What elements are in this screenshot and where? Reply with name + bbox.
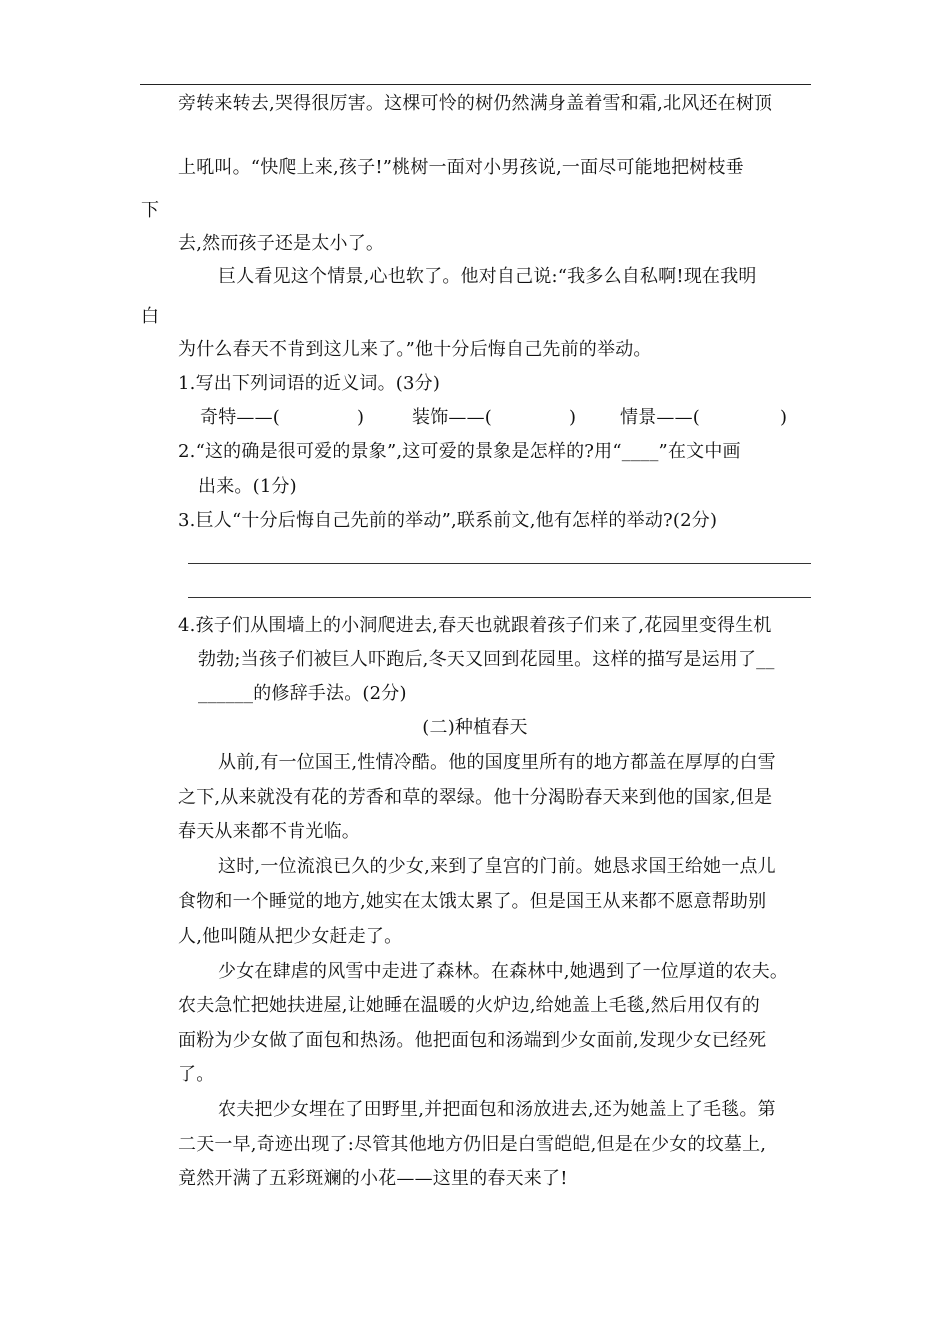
q1-close-3: ) [780,407,788,428]
passage-line: 白 [141,306,160,327]
passage-line: 食物和一个睡觉的地方,她实在太饿太累了。但是国王从来都不愿意帮助别 [178,891,767,912]
question-2-line: 2.“这的确是很可爱的景象”,这可爱的景象是怎样的?用“____”在文中画 [178,441,741,462]
passage-line: 去,然而孩子还是太小了。 [178,233,385,254]
q1-word-2: 装饰——( [412,407,493,428]
passage-line: 从前,有一位国王,性情冷酷。他的国度里所有的地方都盖在厚厚的白雪 [218,752,776,773]
passage-line: 农夫把少女埋在了田野里,并把面包和汤放进去,还为她盖上了毛毯。第 [218,1099,776,1120]
passage-line: 上吼叫。“快爬上来,孩子!”桃树一面对小男孩说,一面尽可能地把树枝垂 [178,157,744,178]
header-rule [140,84,811,85]
question-3-stem: 3.巨人“十分后悔自己先前的举动”,联系前文,他有怎样的举动?(2分) [178,510,718,531]
q1-word-3: 情景——( [620,407,701,428]
question-4-line: ______的修辞手法。(2分) [198,683,407,704]
passage-2-title: (二)种植春天 [422,717,528,738]
passage-line: 竟然开满了五彩斑斓的小花——这里的春天来了! [178,1168,568,1189]
question-1-stem: 1.写出下列词语的近义词。(3分) [178,373,441,394]
answer-line[interactable] [188,597,811,598]
passage-line: 春天从来都不肯光临。 [178,821,360,842]
passage-line: 下 [141,200,160,221]
question-2-line: 出来。(1分) [198,476,297,497]
passage-line: 为什么春天不肯到这儿来了。”他十分后悔自己先前的举动。 [178,339,652,360]
question-4-line: 勃勃;当孩子们被巨人吓跑后,冬天又回到花园里。这样的描写是运用了__ [198,649,775,670]
passage-line: 二天一早,奇迹出现了:尽管其他地方仍旧是白雪皑皑,但是在少女的坟墓上, [178,1134,767,1155]
q1-close-1: ) [357,407,365,428]
passage-line: 旁转来转去,哭得很厉害。这棵可怜的树仍然满身盖着雪和霜,北风还在树顶 [178,93,773,114]
q1-word-1: 奇特——( [200,407,281,428]
passage-line: 巨人看见这个情景,心也软了。他对自己说:“我多么自私啊!现在我明 [218,266,757,287]
passage-line: 了。 [178,1064,215,1085]
passage-line: 之下,从来就没有花的芳香和草的翠绿。他十分渴盼春天来到他的国家,但是 [178,787,773,808]
passage-line: 人,他叫随从把少女赶走了。 [178,926,403,947]
q1-close-2: ) [569,407,577,428]
passage-line: 农夫急忙把她扶进屋,让她睡在温暖的火炉边,给她盖上毛毯,然后用仅有的 [178,995,760,1016]
passage-line: 这时,一位流浪已久的少女,来到了皇宫的门前。她恳求国王给她一点儿 [218,856,776,877]
question-4-line: 4.孩子们从围墙上的小洞爬进去,春天也就跟着孩子们来了,花园里变得生机 [178,615,772,636]
answer-line[interactable] [188,563,811,564]
passage-line: 面粉为少女做了面包和热汤。他把面包和汤端到少女面前,发现少女已经死 [178,1030,767,1051]
passage-line: 少女在肆虐的风雪中走进了森林。在森林中,她遇到了一位厚道的农夫。 [218,961,789,982]
